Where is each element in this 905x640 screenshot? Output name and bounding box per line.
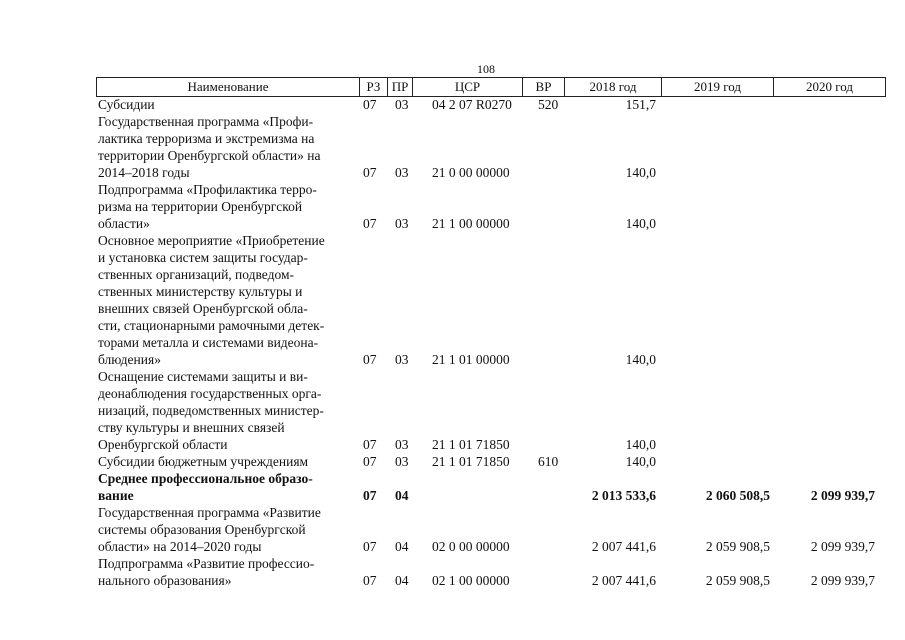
cell-y2019	[660, 351, 770, 368]
header-csr: ЦСР	[413, 78, 523, 96]
cell-rz: 07	[363, 488, 377, 503]
row-name	[98, 368, 360, 453]
table-row	[0, 113, 905, 181]
cell-rz: 07	[363, 539, 377, 554]
table-row	[0, 504, 905, 555]
cell-pr: 04	[395, 488, 409, 503]
cell-y2018: 140,0	[625, 165, 656, 180]
row-name-line: и установка систем защиты государ-	[98, 250, 308, 265]
table-row	[0, 96, 905, 113]
row-name	[98, 181, 360, 232]
cell-y2020: 2 099 939,7	[810, 539, 875, 554]
row-name	[98, 113, 360, 181]
row-name-line: блюдения»	[98, 352, 161, 367]
row-name	[98, 504, 360, 555]
cell-csr: 21 1 01 71850	[432, 437, 510, 452]
header-vr: ВР	[523, 78, 565, 96]
header-2018: 2018 год	[565, 78, 662, 96]
cell-y2020	[760, 164, 875, 181]
row-name-line: Оснащение системами защиты и ви-	[98, 369, 308, 384]
table-row	[0, 470, 905, 504]
row-name-line: торами металла и системами видеона-	[98, 335, 319, 350]
row-name-line: Государственная программа «Развитие	[98, 505, 321, 520]
table-row	[0, 181, 905, 232]
row-name-line: внешних связей Оренбургской обла-	[98, 301, 308, 316]
row-name-line: Среднее профессиональное образо-	[98, 471, 313, 486]
cell-vr: 520	[538, 97, 559, 112]
cell-y2018: 2 007 441,6	[591, 573, 656, 588]
cell-csr: 02 1 00 00000	[432, 573, 510, 588]
cell-y2020	[760, 215, 875, 232]
cell-pr: 03	[395, 352, 409, 367]
table-row	[0, 232, 905, 368]
cell-y2018: 140,0	[625, 454, 656, 469]
cell-vr: 610	[538, 454, 559, 469]
cell-y2019: 2 059 908,5	[705, 539, 770, 554]
row-name-line: Государственная программа «Профи-	[98, 114, 314, 129]
cell-y2020	[760, 351, 875, 368]
cell-y2019	[660, 436, 770, 453]
row-name-line: ственных организаций, подведом-	[98, 267, 295, 282]
table-row	[0, 453, 905, 470]
cell-pr: 03	[395, 454, 409, 469]
header-pr: ПР	[388, 78, 413, 96]
cell-y2018: 140,0	[625, 437, 656, 452]
row-name-line: ственных министерству культуры и	[98, 284, 303, 299]
row-name	[98, 96, 360, 113]
cell-rz: 07	[363, 573, 377, 588]
cell-y2020	[760, 96, 875, 113]
header-2019: 2019 год	[662, 78, 774, 96]
row-name-line: деонаблюдения государственных орга-	[98, 386, 322, 401]
cell-y2019	[660, 453, 770, 470]
cell-rz: 07	[363, 216, 377, 231]
cell-y2018: 140,0	[625, 216, 656, 231]
cell-y2019	[660, 164, 770, 181]
cell-y2018: 151,7	[625, 97, 656, 112]
row-name-line: вание	[98, 488, 134, 503]
cell-rz: 07	[363, 437, 377, 452]
cell-csr: 02 0 00 00000	[432, 539, 510, 554]
row-name-line: Подпрограмма «Развитие профессио-	[98, 556, 315, 571]
cell-pr: 03	[395, 437, 409, 452]
cell-csr: 21 1 00 00000	[432, 216, 510, 231]
page-number: 108	[477, 62, 495, 76]
table-row	[0, 368, 905, 453]
cell-pr: 03	[395, 97, 409, 112]
row-name-line: лактика терроризма и экстремизма на	[98, 131, 315, 146]
row-name-line: ству культуры и внешних связей	[98, 420, 285, 435]
cell-y2019: 2 059 908,5	[705, 573, 770, 588]
row-name	[98, 470, 360, 504]
cell-y2019	[660, 215, 770, 232]
cell-y2018: 2 013 533,6	[591, 488, 656, 503]
cell-csr: 04 2 07 R0270	[432, 97, 512, 112]
cell-rz: 07	[363, 352, 377, 367]
cell-rz: 07	[363, 97, 377, 112]
cell-csr: 21 1 01 71850	[432, 454, 510, 469]
row-name-line: сти, стационарными рамочными детек-	[98, 318, 325, 333]
table-header	[96, 77, 886, 97]
cell-y2020: 2 099 939,7	[810, 573, 875, 588]
header-name: Наименование	[97, 78, 360, 96]
row-name-line: области» на 2014–2020 годы	[98, 539, 262, 554]
cell-pr: 03	[395, 216, 409, 231]
row-name-line: 2014–2018 годы	[98, 165, 190, 180]
cell-y2018: 2 007 441,6	[591, 539, 656, 554]
row-name	[98, 453, 360, 470]
cell-y2020: 2 099 939,7	[810, 488, 875, 503]
row-name	[98, 555, 360, 589]
row-name-line: Оренбургской области	[98, 437, 228, 452]
cell-y2019	[660, 96, 770, 113]
row-name-line: области»	[98, 216, 150, 231]
cell-y2020	[760, 436, 875, 453]
header-rz: РЗ	[360, 78, 388, 96]
cell-y2018: 140,0	[625, 352, 656, 367]
row-name-line: системы образования Оренбургской	[98, 522, 306, 537]
cell-csr	[432, 487, 542, 504]
cell-y2020	[760, 453, 875, 470]
cell-y2019: 2 060 508,5	[705, 488, 770, 503]
cell-csr: 21 0 00 00000	[432, 165, 510, 180]
row-name-line: нального образования»	[98, 573, 232, 588]
row-name	[98, 232, 360, 368]
table-row	[0, 555, 905, 589]
cell-pr: 04	[395, 539, 409, 554]
row-name-line: территории Оренбургской области» на	[98, 148, 321, 163]
cell-pr: 04	[395, 573, 409, 588]
cell-csr: 21 1 01 00000	[432, 352, 510, 367]
row-name-line: низаций, подведомственных министер-	[98, 403, 324, 418]
row-name-line: Основное мероприятие «Приобретение	[98, 233, 325, 248]
row-name-line: Субсидии	[98, 97, 155, 112]
row-name-line: Субсидии бюджетным учреждениям	[98, 454, 309, 469]
header-2020: 2020 год	[774, 78, 886, 96]
row-name-line: Подпрограмма «Профилактика терро-	[98, 182, 317, 197]
cell-rz: 07	[363, 165, 377, 180]
cell-rz: 07	[363, 454, 377, 469]
row-name-line: ризма на территории Оренбургской	[98, 199, 303, 214]
cell-pr: 03	[395, 165, 409, 180]
